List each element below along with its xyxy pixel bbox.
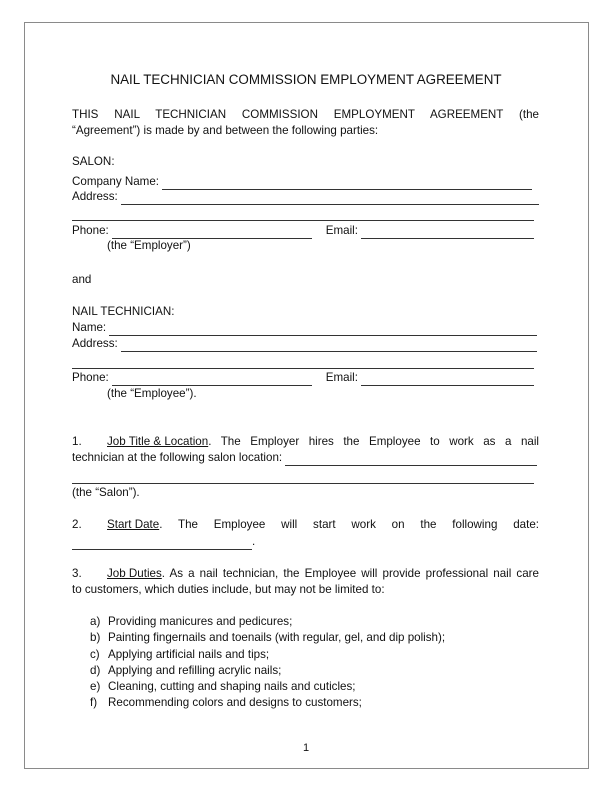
section-2-heading: Start Date (107, 518, 160, 531)
duty-marker: a) (90, 615, 101, 628)
duty-marker: e) (90, 680, 101, 693)
intro-line-2: “Agreement”) is made by and between the following parties: (72, 124, 379, 137)
section-1-heading: Job Title & Location (107, 435, 209, 448)
section-2-line-2 (72, 534, 539, 550)
intro-line-1: THIS NAIL TECHNICIAN COMMISSION EMPLOYMENT AGREEMENT (the (72, 108, 539, 121)
salon-phone-label: Phone: (72, 224, 109, 237)
duty-text: Applying and refilling acrylic nails; (108, 664, 282, 677)
section-1-location-label: technician at the following salon location: (72, 451, 283, 464)
duty-text: Cleaning, cutting and shaping nails and cuticles; (108, 680, 356, 693)
section-1-tail: (the “Salon”). (72, 486, 140, 499)
employer-designation: (the “Employer”) (107, 239, 191, 252)
section-3-number: 3. (72, 567, 82, 580)
section-2-number: 2. (72, 518, 82, 531)
salon-address-blank[interactable] (121, 193, 539, 205)
duty-item (90, 695, 557, 711)
technician-name-field[interactable] (72, 320, 537, 336)
duty-item (90, 630, 557, 646)
salon-contact-row (72, 223, 534, 239)
technician-heading: NAIL TECHNICIAN: (72, 305, 175, 318)
section-3-text: . As a nail technician, the Employee will provide professional nail care (161, 567, 539, 580)
duty-item (90, 663, 557, 679)
technician-address-blank-2[interactable] (72, 357, 534, 369)
section-2-line-1 (72, 517, 539, 533)
duty-text: Painting fingernails and toenails (with regular, gel, and dip polish); (108, 631, 446, 644)
technician-name-blank[interactable] (109, 324, 537, 336)
technician-email-blank[interactable] (361, 374, 534, 386)
start-date-blank[interactable] (72, 538, 252, 550)
duty-text: Recommending colors and designs to customers; (108, 696, 362, 709)
company-name-field[interactable] (72, 174, 532, 190)
technician-address-label: Address: (72, 337, 118, 350)
salon-heading: SALON: (72, 155, 115, 168)
duty-text: Applying artificial nails and tips; (108, 648, 270, 661)
technician-address-blank[interactable] (121, 340, 537, 352)
and-text: and (72, 273, 92, 286)
duty-marker: c) (90, 648, 100, 661)
section-2-tail: . (252, 535, 256, 548)
document-title: NAIL TECHNICIAN COMMISSION EMPLOYMENT AGREEMENT (110, 72, 502, 87)
duty-text: Providing manicures and pedicures; (108, 615, 293, 628)
section-3-line-2: to customers, which duties include, but may not be limited to: (72, 583, 385, 596)
salon-address-blank-2[interactable] (72, 209, 534, 221)
technician-address-field[interactable] (72, 336, 537, 352)
technician-email-label: Email: (325, 371, 358, 384)
technician-phone-blank[interactable] (112, 374, 312, 386)
salon-heading-text: SALON (72, 155, 112, 168)
technician-contact-row (72, 370, 534, 386)
section-1-text: . The Employer hires the Employee to work as a nail (208, 435, 539, 448)
salon-address-label: Address: (72, 190, 118, 203)
duty-marker: d) (90, 664, 101, 677)
section-2-text: . The Employee will start work on the following date: (159, 518, 539, 531)
technician-address-line-2[interactable] (72, 353, 534, 369)
salon-email-label: Email: (325, 224, 358, 237)
section-1-line-1 (72, 434, 539, 450)
technician-phone-label: Phone: (72, 371, 109, 384)
salon-location-blank-2[interactable] (72, 472, 534, 484)
section-1-number: 1. (72, 435, 82, 448)
page-number: 1 (302, 742, 310, 754)
company-name-label: Company Name: (72, 175, 159, 188)
salon-address-line-2[interactable] (72, 205, 534, 221)
technician-heading-text: NAIL TECHNICIAN (72, 305, 172, 318)
duty-marker: b) (90, 631, 101, 644)
duty-marker: f) (90, 696, 98, 709)
technician-name-label: Name: (72, 321, 107, 334)
salon-location-blank[interactable] (285, 454, 537, 466)
section-3-heading: Job Duties (107, 567, 162, 580)
duty-item (90, 614, 557, 630)
duty-item (90, 679, 557, 695)
duty-item (90, 647, 557, 663)
salon-address-field[interactable] (72, 189, 539, 205)
employee-designation: (the “Employee”). (107, 387, 197, 400)
section-1-line-3[interactable] (72, 468, 534, 484)
section-1-line-2 (72, 450, 537, 466)
section-3-line-1 (72, 566, 539, 582)
